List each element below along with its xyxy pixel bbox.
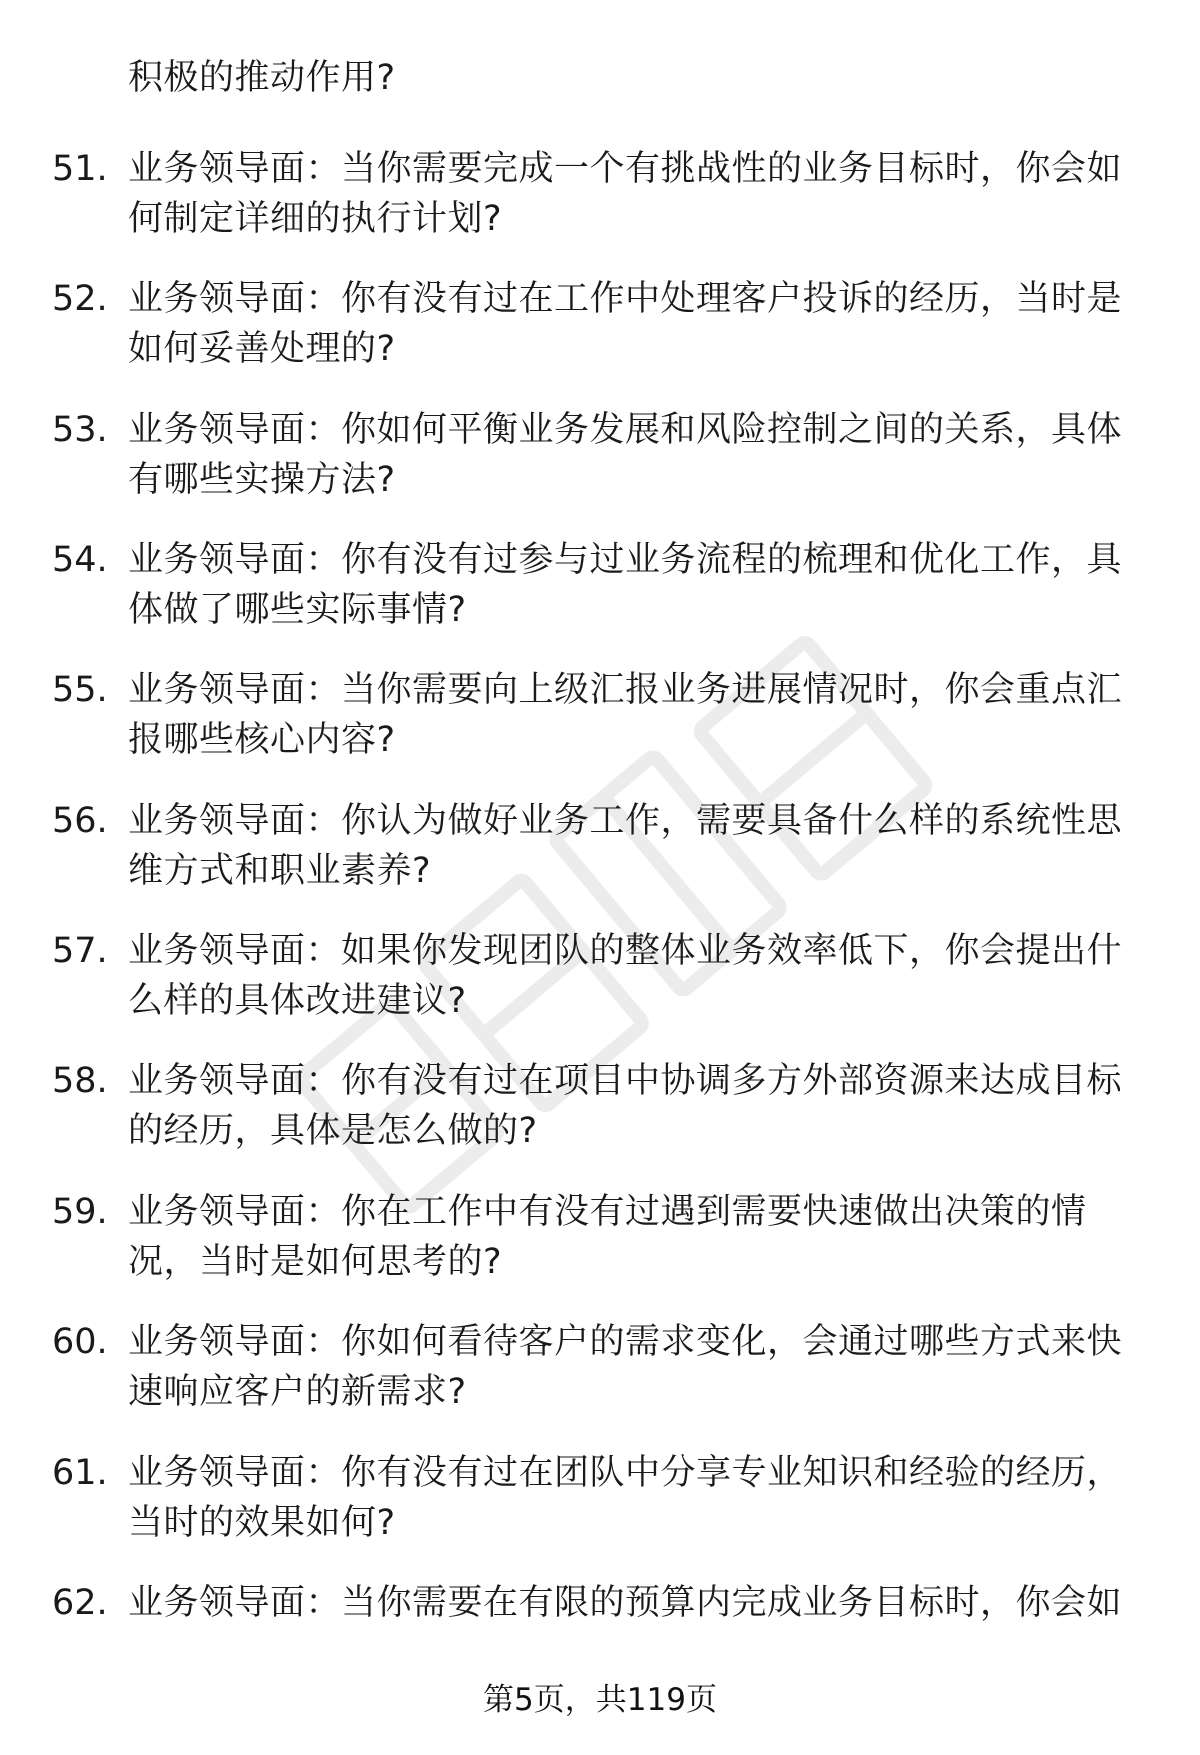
question-text-line: 业务领导面：你有没有过在项目中协调多方外部资源来达成目标 bbox=[128, 1061, 1123, 1101]
question-text-line: 业务领导面：你如何看待客户的需求变化，会通过哪些方式来快 bbox=[128, 1322, 1123, 1362]
question-number: 56. bbox=[52, 801, 108, 841]
question-number: 52. bbox=[52, 279, 108, 319]
question-number: 61. bbox=[52, 1453, 108, 1493]
question-number: 55. bbox=[52, 670, 108, 710]
question-text-line: 当时的效果如何? bbox=[128, 1503, 396, 1543]
question-number: 62. bbox=[52, 1583, 108, 1623]
question-number: 51. bbox=[52, 149, 108, 189]
question-number: 53. bbox=[52, 410, 108, 450]
question-number: 57. bbox=[52, 931, 108, 971]
question-text-line: 么样的具体改进建议? bbox=[128, 981, 467, 1021]
question-text-line: 业务领导面：如果你发现团队的整体业务效率低下，你会提出什 bbox=[128, 931, 1123, 971]
question-text-line: 业务领导面：当你需要在有限的预算内完成业务目标时，你会如 bbox=[128, 1583, 1123, 1623]
question-text-line: 如何妥善处理的? bbox=[128, 329, 396, 369]
question-number: 58. bbox=[52, 1061, 108, 1101]
question-text-line: 体做了哪些实际事情? bbox=[128, 590, 467, 630]
continuation-line: 积极的推动作用? bbox=[128, 58, 396, 98]
question-text-line: 有哪些实操方法? bbox=[128, 460, 396, 500]
question-text-line: 业务领导面：当你需要向上级汇报业务进展情况时，你会重点汇 bbox=[128, 670, 1123, 710]
question-text-line: 报哪些核心内容? bbox=[128, 720, 396, 760]
question-text-line: 何制定详细的执行计划? bbox=[128, 199, 503, 239]
question-text-line: 速响应客户的新需求? bbox=[128, 1372, 467, 1412]
page-number-footer: 第5页，共119页 bbox=[483, 1682, 717, 1718]
question-text-line: 业务领导面：你有没有过参与过业务流程的梳理和优化工作，具 bbox=[128, 540, 1123, 580]
question-text-line: 业务领导面：你如何平衡业务发展和风险控制之间的关系，具体 bbox=[128, 410, 1123, 450]
question-text-line: 业务领导面：你在工作中有没有过遇到需要快速做出决策的情 bbox=[128, 1192, 1087, 1232]
question-text-line: 业务领导面：你有没有过在团队中分享专业知识和经验的经历， bbox=[128, 1453, 1123, 1493]
question-text-line: 况，当时是如何思考的? bbox=[128, 1242, 503, 1282]
question-number: 59. bbox=[52, 1192, 108, 1232]
question-number: 54. bbox=[52, 540, 108, 580]
question-text-line: 业务领导面：你有没有过在工作中处理客户投诉的经历，当时是 bbox=[128, 279, 1123, 319]
question-number: 60. bbox=[52, 1322, 108, 1362]
question-text-line: 业务领导面：当你需要完成一个有挑战性的业务目标时，你会如 bbox=[128, 149, 1123, 189]
watermark bbox=[210, 520, 1070, 1300]
question-text-line: 维方式和职业素养? bbox=[128, 851, 432, 891]
question-text-line: 的经历，具体是怎么做的? bbox=[128, 1111, 538, 1151]
question-text-line: 业务领导面：你认为做好业务工作，需要具备什么样的系统性思 bbox=[128, 801, 1123, 841]
